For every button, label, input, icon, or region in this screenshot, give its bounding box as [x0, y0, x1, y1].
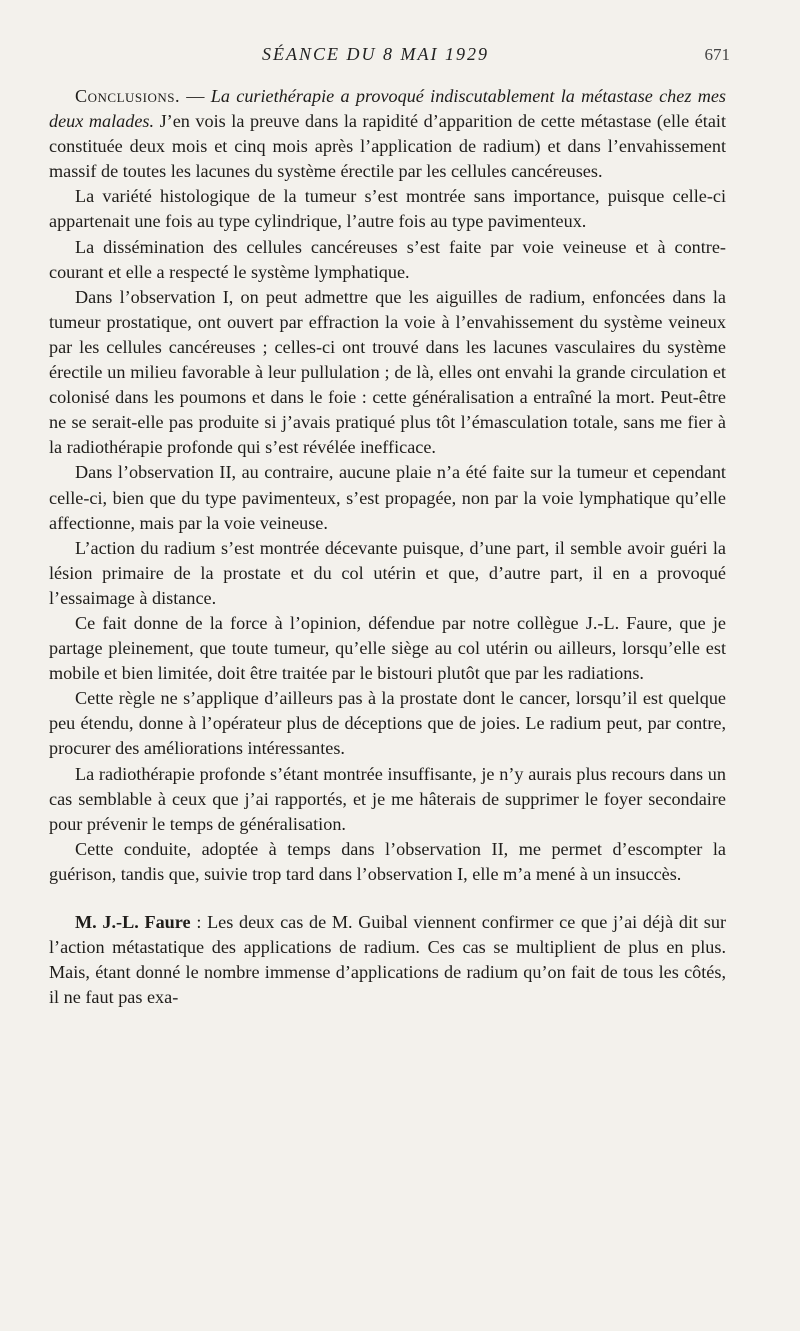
running-header — [0, 40, 800, 70]
article-body — [49, 84, 726, 1010]
discussion-speaker: M. J.-L. Faure — [75, 912, 191, 932]
page-number: 671 — [704, 45, 730, 64]
section-gap — [49, 887, 726, 910]
paragraph-radiotherapy: La radiothérapie profonde s’étant montrée insuffisante, je n’y aurais plus recours dans un cas semblable à ceux que j’ai rapportés, et je me hâterais de supprimer le foyer secondaire pour prévenir le temps de généralisation. — [49, 763, 726, 834]
conclusions-paragraph — [49, 84, 726, 184]
discussion-paragraph — [49, 910, 726, 1010]
paragraph-conduct: Cette conduite, adoptée à temps dans l’observation II, me permet d’escompter la guérison, tandis que, suivie trop tard dans l’observation I, elle m’a mené à un insuccès. — [49, 838, 726, 884]
discussion-text: : Les deux cas de M. Guibal viennent confirmer ce que j’ai déjà dit sur l’action métastatique des applications de radium. Ces cas se multiplient de plus en plus. Mais, étant donné le nombre immense d’applications de radium qu’on fait de tous les côtés, il ne faut pas exa- — [49, 912, 726, 1008]
conclusions-lead-rest: J’en vois la preuve dans la rapidité d’apparition de cette métastase (elle était constituée deux mois et cinq mois après l’application de radium) et dans l’envahissement massif de toutes les lacunes du système érectile par les cellules cancéreuses. — [49, 111, 726, 182]
conclusions-lead-italic: La curiethérapie a provoqué indiscutablement la métastase chez mes deux malades. — [49, 86, 726, 132]
paragraph-histology: La variété histologique de la tumeur s’est montrée sans importance, puisque celle-ci appartenait une fois au type cylindrique, l’autre fois au type pavimenteux. — [49, 186, 726, 232]
conclusions-label: Conclusions. — [75, 86, 181, 106]
paragraph-observation-1: Dans l’observation I, on peut admettre que les aiguilles de radium, enfoncées dans la tumeur prostatique, ont ouvert par effraction la voie à l’envahissement du système veineux par les cellules cancéreuses ; celles-ci ont trouvé dans les lacunes vasculaires du système érectile un milieu favorable à leur pullulation ; de là, elles ont envahi la grande circulation et colonisé dans les poumons et dans le foie : cette généralisation a entraîné la mort. Peut-être ne se serait-elle pas produite si j’avais pratiqué plus tôt l’émasculation totale, sans me fier à la radiothérapie profonde qui s’est révélée inefficace. — [49, 286, 726, 458]
header-title: SÉANCE DU 8 MAI 1929 — [262, 44, 489, 64]
paragraph-dissemination: La dissémination des cellules cancéreuses s’est faite par voie veineuse et à contre-courant et elle a respecté le système lymphatique. — [49, 236, 726, 282]
paragraph-faure-opinion: Ce fait donne de la force à l’opinion, défendue par notre collègue J.-L. Faure, que je partage pleinement, que toute tumeur, qu’elle siège au col utérin ou ailleurs, lorsqu’elle est mobile et bien limitée, doit être traitée par le bistouri plutôt que par les radiations. — [49, 612, 726, 684]
paragraph-observation-2: Dans l’observation II, au contraire, aucune plaie n’a été faite sur la tumeur et cependant celle-ci, bien que du type pavimenteux, s’est propagée, non par la voie lymphatique qu’elle affectionne, mais par la voie veineuse. — [49, 462, 726, 533]
conclusions-dash: — — [180, 86, 211, 106]
paragraph-prostate-rule: Cette règle ne s’applique d’ailleurs pas à la prostate dont le cancer, lorsqu’il est quelque peu étendu, donne à l’opérateur plus de déceptions que de joies. Le radium peut, par contre, procurer des améliorations intéressantes. — [49, 688, 726, 759]
paragraph-radium-action: L’action du radium s’est montrée décevante puisque, d’une part, il semble avoir guéri la lésion primaire de la prostate et du col utérin et que, d’autre part, il en a provoqué l’essaimage à distance. — [49, 537, 726, 608]
